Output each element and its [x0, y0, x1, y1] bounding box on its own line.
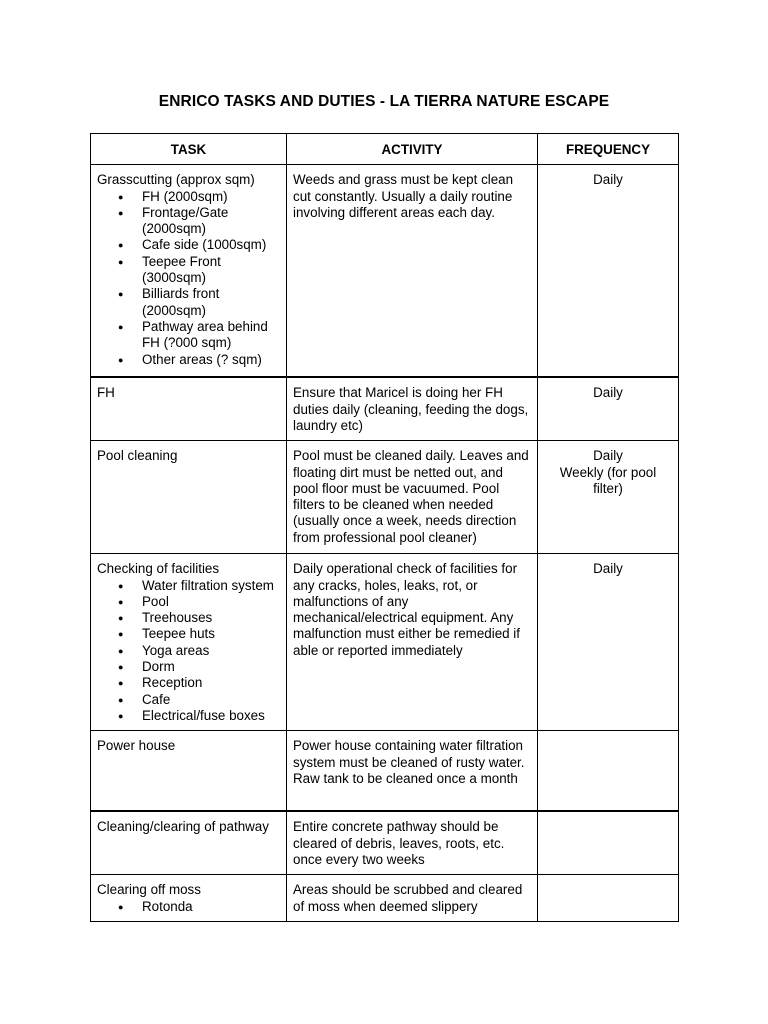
task-item: ● Reception: [97, 675, 280, 691]
activity-cell: Daily operational check of facilities for any cracks, holes, leaks, rot, or malfunctions of any mechanical/electrical equipment. Any malfunction must either be remedied if able or reported immediately: [287, 554, 538, 731]
table-row: [91, 441, 679, 554]
frequency-cell: [538, 377, 679, 441]
task-cell: [91, 441, 287, 554]
task-item: ● Yoga areas: [97, 643, 280, 659]
task-item: ● Electrical/fuse boxes: [97, 708, 280, 724]
task-cell: [91, 165, 287, 378]
task-label: Grasscutting (approx sqm): [97, 172, 255, 188]
table-row: [91, 875, 679, 922]
activity-cell: Power house containing water filtration system must be cleaned of rusty water. Raw tank to be cleaned once a month: [287, 731, 538, 812]
frequency-value: Daily: [593, 385, 623, 401]
header-task: TASK: [91, 134, 287, 165]
task-item: ● Pool: [97, 594, 280, 610]
frequency-value: Weekly (for pool filter): [559, 464, 657, 496]
task-label: Checking of facilities: [97, 561, 220, 577]
frequency-value: Daily: [593, 448, 623, 464]
task-cell: [91, 731, 287, 812]
header-activity: ACTIVITY: [287, 134, 538, 165]
task-item: ● Rotonda: [97, 899, 280, 915]
task-item-list: [97, 899, 280, 915]
task-item: ● Frontage/Gate (2000sqm): [97, 205, 280, 238]
table-header-row: [91, 134, 679, 165]
header-frequency: FREQUENCY: [538, 134, 679, 165]
task-item: ● Water filtration system: [97, 578, 280, 594]
task-cell: [91, 554, 287, 731]
task-item: ● Teepee huts: [97, 626, 280, 642]
task-cell: [91, 377, 287, 441]
duties-table: [90, 133, 679, 922]
task-item: ● Teepee Front (3000sqm): [97, 254, 280, 287]
task-cell: [91, 875, 287, 922]
task-item: ● Cafe side (1000sqm): [97, 237, 280, 253]
task-label: Clearing off moss: [97, 882, 201, 898]
table-row: [91, 731, 679, 812]
frequency-cell: [538, 441, 679, 554]
table-row: [91, 811, 679, 875]
document-title: ENRICO TASKS AND DUTIES - LA TIERRA NATURE ESCAPE: [158, 93, 610, 110]
task-item-list: [97, 189, 280, 368]
task-item-list: [97, 578, 280, 725]
frequency-cell: [538, 165, 679, 378]
activity-cell: Ensure that Maricel is doing her FH duties daily (cleaning, feeding the dogs, laundry etc): [287, 377, 538, 441]
table-row: [91, 554, 679, 731]
frequency-cell: [538, 875, 679, 922]
task-item: ● Dorm: [97, 659, 280, 675]
frequency-cell: [538, 811, 679, 875]
task-cell: [91, 811, 287, 875]
frequency-value: Daily: [593, 561, 623, 577]
task-item: ● Treehouses: [97, 610, 280, 626]
task-item: ● Pathway area behind FH (?000 sqm): [97, 319, 280, 352]
activity-cell: Entire concrete pathway should be cleared of debris, leaves, roots, etc. once every two weeks: [287, 811, 538, 875]
task-label: Cleaning/clearing of pathway: [97, 819, 269, 835]
activity-cell: Weeds and grass must be kept clean cut constantly. Usually a daily routine involving different areas each day.: [287, 165, 538, 378]
table-row: [91, 377, 679, 441]
task-item: ● FH (2000sqm): [97, 189, 280, 205]
frequency-cell: [538, 731, 679, 812]
task-item: ● Cafe: [97, 692, 280, 708]
task-label: FH: [97, 385, 115, 401]
task-item: ● Other areas (? sqm): [97, 352, 280, 368]
frequency-cell: [538, 554, 679, 731]
activity-cell: Pool must be cleaned daily. Leaves and floating dirt must be netted out, and pool floor must be vacuumed. Pool filters to be cleaned when needed (usually once a week, needs direction from professional pool cleaner): [287, 441, 538, 554]
task-item: ● Billiards front (2000sqm): [97, 286, 280, 319]
task-label: Power house: [97, 738, 176, 754]
activity-cell: Areas should be scrubbed and cleared of moss when deemed slippery: [287, 875, 538, 922]
task-label: Pool cleaning: [97, 448, 178, 464]
table-row: [91, 165, 679, 378]
frequency-value: Daily: [593, 172, 623, 188]
